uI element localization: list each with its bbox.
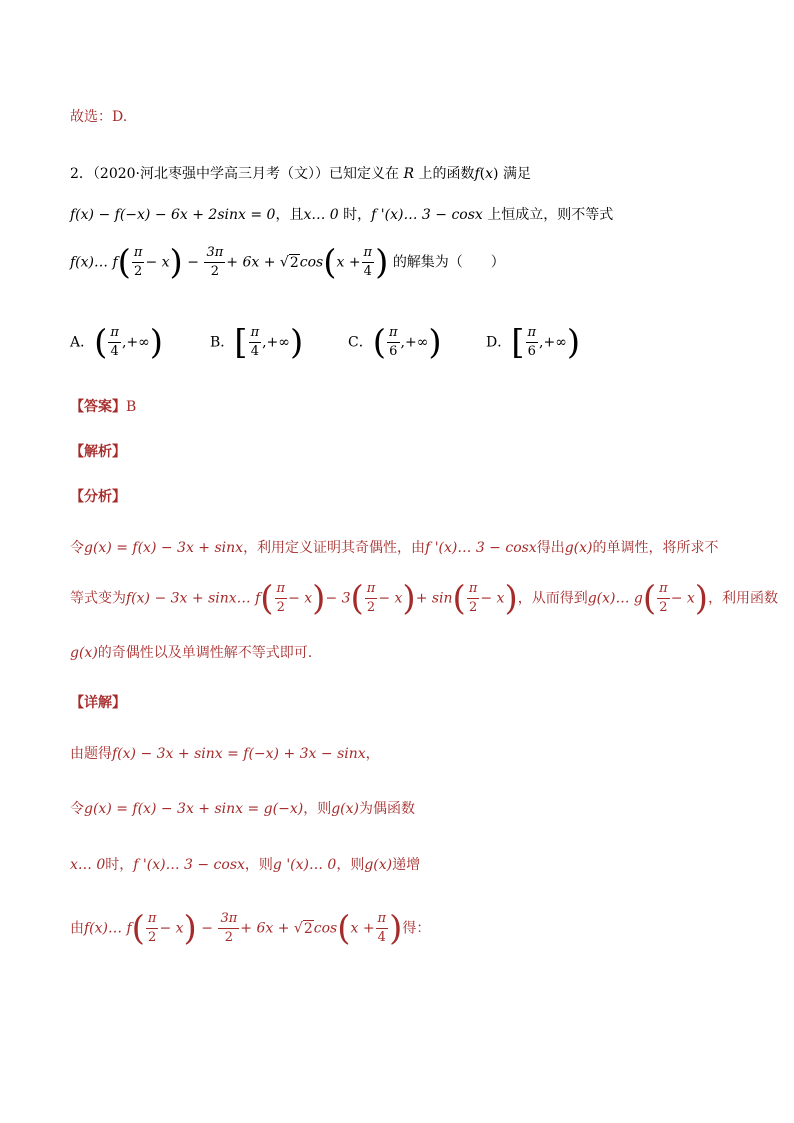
derivative-condition: f '(x)… 3 − cosx bbox=[371, 207, 483, 223]
answer-value: B bbox=[126, 399, 137, 415]
fenxi-line-3: g(x)的奇偶性以及单调性解不等式即可. bbox=[70, 645, 313, 661]
previous-answer: 故选：D. bbox=[70, 109, 128, 125]
option-d: D．[ $\frac{\pi}{6}$ ,+∞) bbox=[486, 322, 581, 363]
detail-line-3: x… 0时，f '(x)… 3 − cosx，则g '(x)… 0，则g(x)递增 bbox=[70, 857, 421, 873]
question-line-2 bbox=[70, 204, 613, 224]
option-a: A．( $\frac{\pi}{4}$ ,+∞) bbox=[70, 322, 164, 363]
fenxi-line-1: 令g(x) = f(x) − 3x + sinx，利用定义证明其奇偶性，由f '(x)… 3 − cosx得出g(x)的单调性，将所求不 bbox=[70, 540, 719, 556]
question-line-1 bbox=[70, 163, 531, 183]
question-source: （2020·河北枣强中学高三月考（文）） bbox=[92, 166, 330, 182]
detail-line-2: 令g(x) = f(x) − 3x + sinx = g(−x)，则g(x)为偶函数 bbox=[70, 801, 415, 817]
question-text: 已知定义在 bbox=[329, 166, 400, 182]
set-r: R bbox=[403, 166, 415, 182]
inequality-left: f(x)… f bbox=[70, 254, 118, 271]
equation-1: f(x) − f(−x) − 6x + 2sinx = 0 bbox=[70, 207, 276, 223]
function-fx: f(x) bbox=[474, 166, 499, 182]
question-inequality: f(x)… f( $\frac{\pi}{2}$ − x) − $\frac{3\pi}{2}$ + 6x + √2cos(x + $\frac{\pi}{4}$ ) 的解集为（ ） bbox=[70, 242, 505, 283]
fenxi-tag: 【分析】 bbox=[70, 489, 126, 505]
question-text: 时， bbox=[343, 207, 372, 223]
detail-tag: 【详解】 bbox=[70, 695, 126, 711]
question-text: ，且 bbox=[275, 207, 304, 223]
question-text: 满足 bbox=[502, 166, 531, 182]
condition: x… 0 bbox=[303, 207, 339, 223]
detail-line-1: 由题得f(x) − 3x + sinx = f(−x) + 3x − sinx， bbox=[70, 746, 380, 762]
question-text: 上的函数 bbox=[418, 166, 475, 182]
fraction: $\frac{\pi}{4}$ bbox=[363, 245, 373, 279]
fraction: $\frac{\pi}{2}$ bbox=[133, 245, 143, 279]
question-text: 的解集为（ ） bbox=[392, 254, 505, 271]
fraction: $\frac{3\pi}{2}$ bbox=[206, 245, 224, 279]
question-text: 上恒成立，则不等式 bbox=[487, 207, 614, 223]
fenxi-line-2: 等式变为f(x) − 3x + sinx… f( $\frac{\pi}{2}$ − x)− 3( $\frac{\pi}{2}$ − x)+ sin( $\frac{\pi}{2}$ − x)，从而得到g(x)… g( $\frac{\pi}{2}$ − x)，利用函数 bbox=[70, 578, 779, 619]
detail-line-4: 由f(x)… f( $\frac{\pi}{2}$ − x) − $\frac{3\pi}{2}$ + 6x + √2cos(x + $\frac{\pi}{4}$ )得： bbox=[70, 908, 431, 949]
answer bbox=[70, 396, 136, 416]
analysis-tag: 【解析】 bbox=[70, 444, 126, 460]
question-number: 2． bbox=[70, 166, 93, 182]
sqrt-2: √2 bbox=[279, 254, 299, 271]
answer-tag: 【答案】 bbox=[70, 399, 126, 415]
option-b: B．[ $\frac{\pi}{4}$ ,+∞) bbox=[210, 322, 304, 363]
option-c: C．( $\frac{\pi}{6}$ ,+∞) bbox=[348, 322, 442, 363]
